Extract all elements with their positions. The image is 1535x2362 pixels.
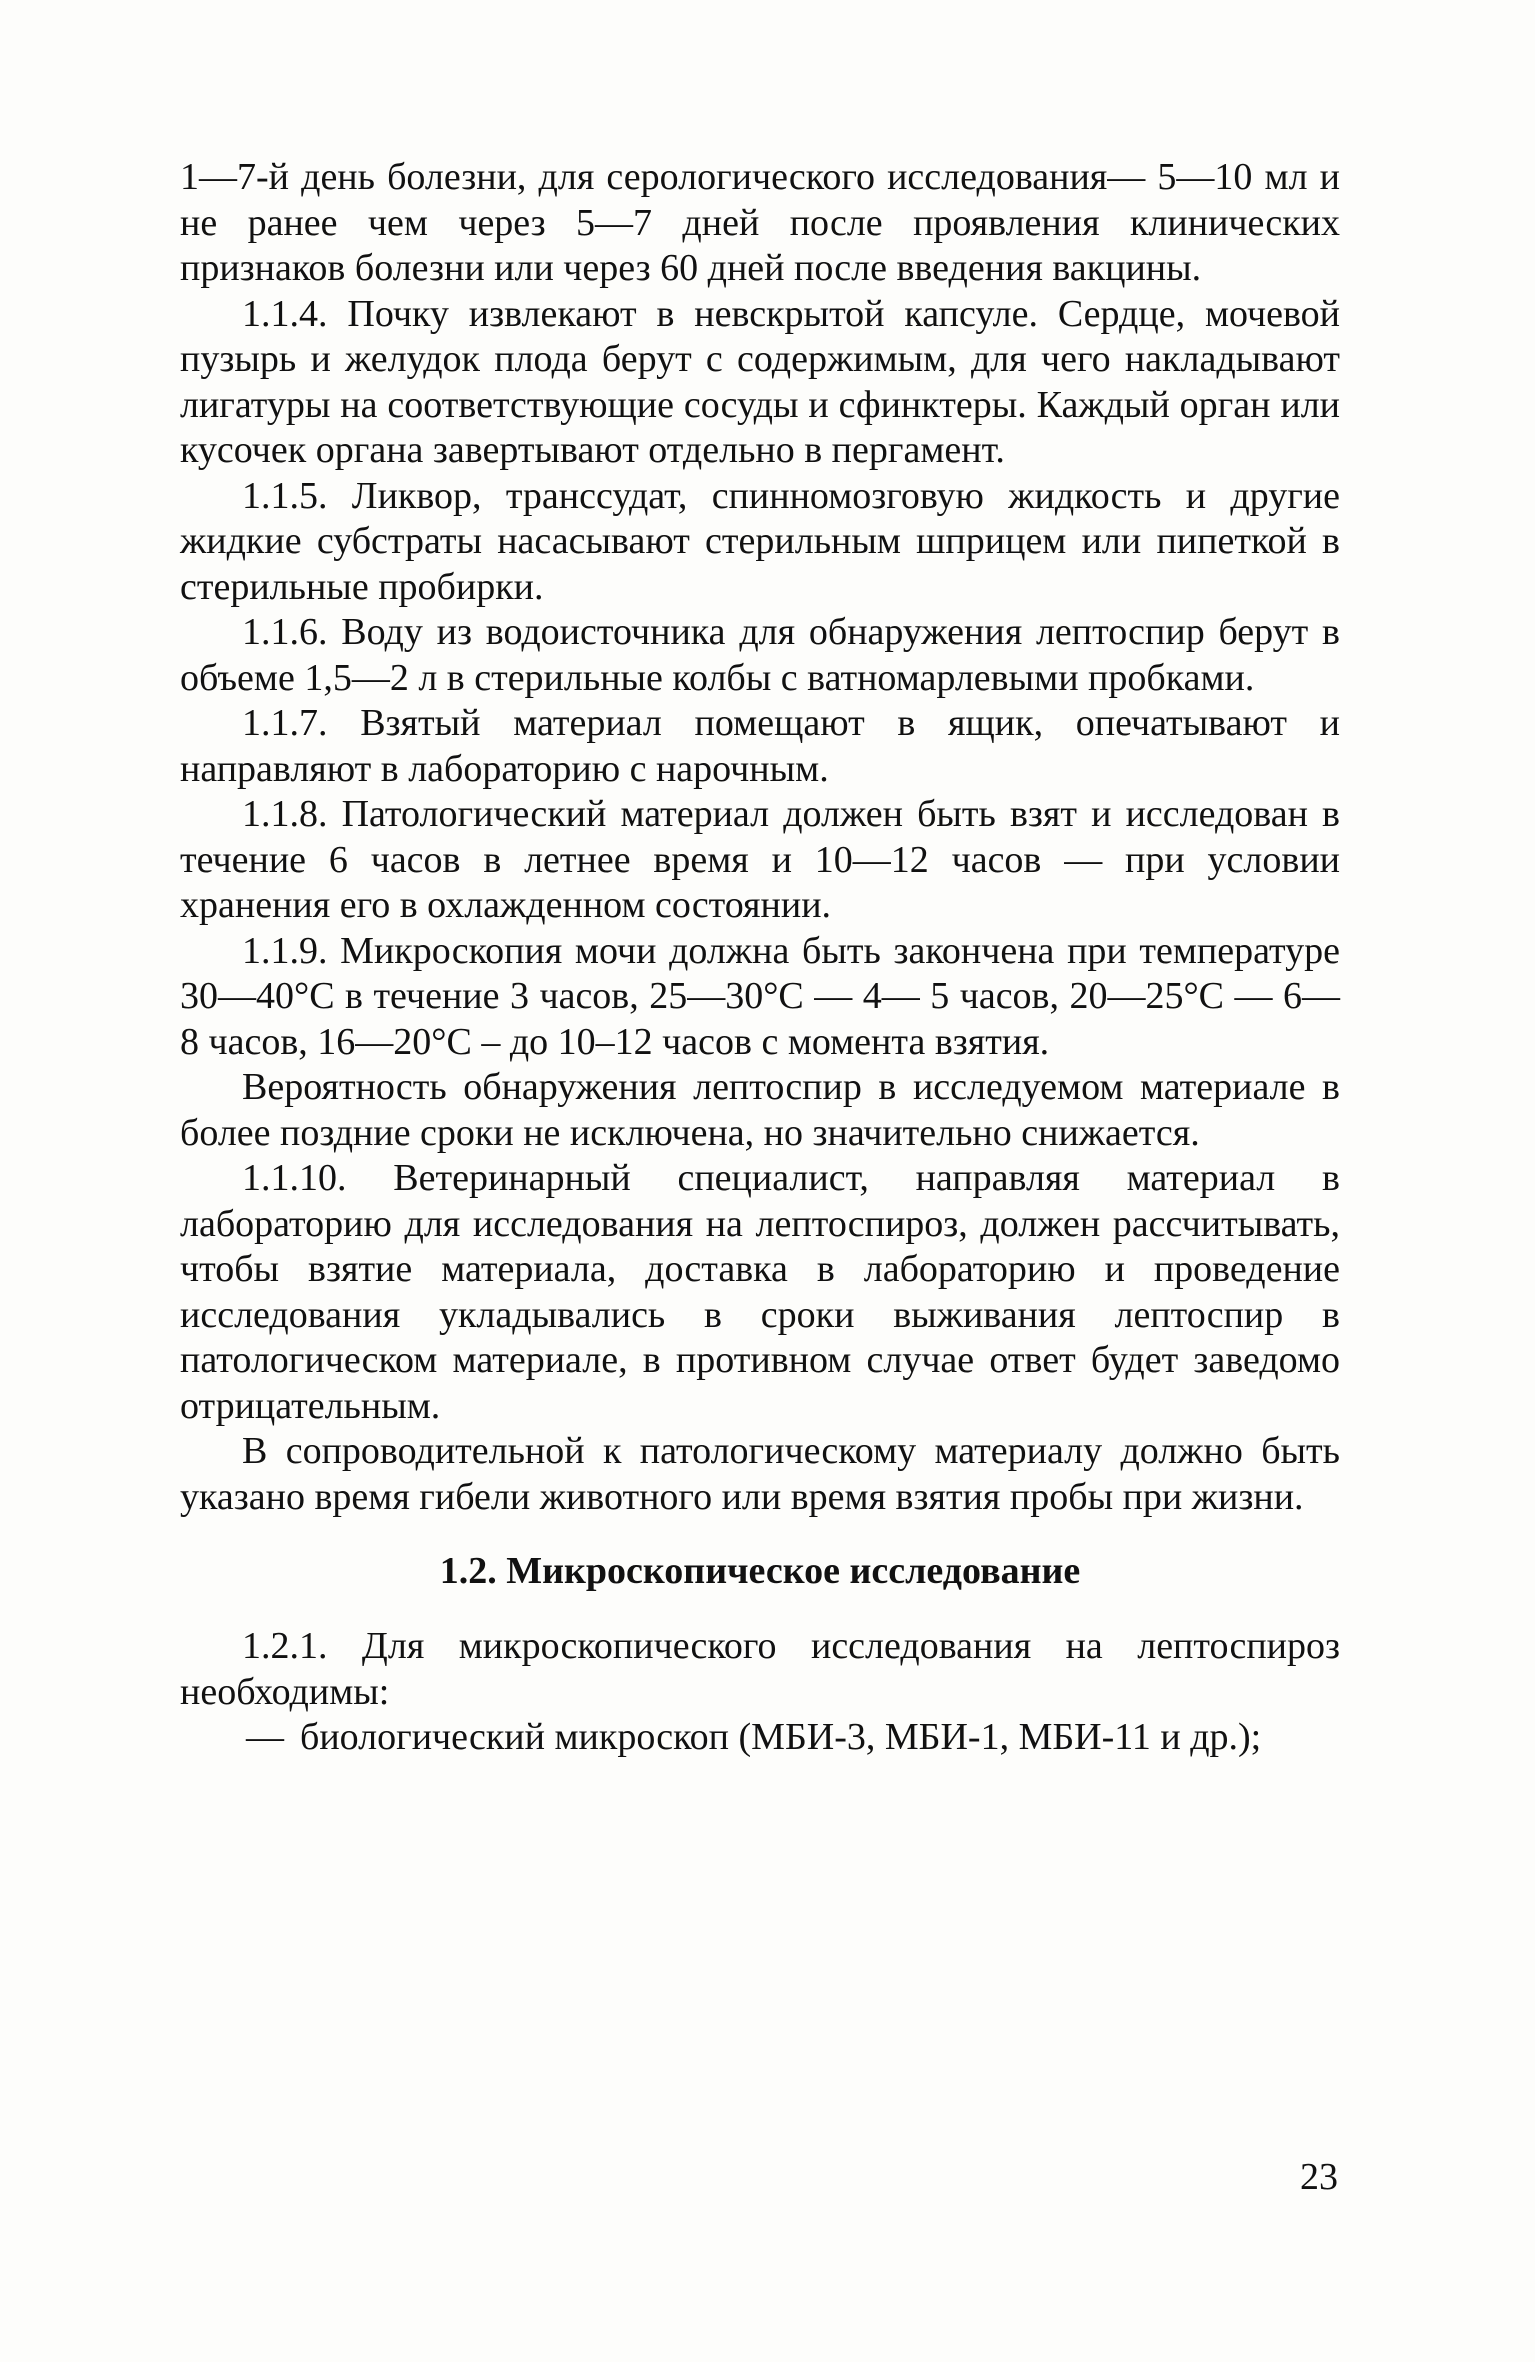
list-dash: — [246, 1716, 284, 1758]
list-item-text: биологический микроскоп (МБИ-3, МБИ-1, МБИ-11 и др.); [300, 1716, 1262, 1758]
paragraph-1-1-9: 1.1.9. Микроскопия мочи должна быть закончена при температуре 30—40°С в течение 3 часов, 25—30°С — 4— 5 часов, 20—25°С — 6—8 часов, 16—20°С – до 10–12 часов с момента взятия. [180, 929, 1340, 1063]
paragraph-1: 1—7-й день болезни, для серологического исследования— 5—10 мл и не ранее чем через 5—7 дней после проявления клинических признаков болезни или через 60 дней после введения вакцины. [180, 156, 1340, 289]
paragraph-1-1-5: 1.1.5. Ликвор, транссудат, спинномозговую жидкость и другие жидкие субстраты насасывают стерильным шприцем или пипеткой в стерильные пробирки. [180, 474, 1340, 608]
paragraph-1-1-10: 1.1.10. Ветеринарный специалист, направляя материал в лабораторию для исследования на лептоспироз, должен рассчитывать, чтобы взятие материала, доставка в лабораторию и проведение исследования укладывались в сроки выживания лептоспир в патологическом материале, в противном случае ответ будет заведомо отрицательным. [180, 1157, 1340, 1427]
paragraph-1-2-1: 1.2.1. Для микроскопического исследования на лептоспироз необходимы: [180, 1625, 1340, 1713]
paragraph-1-1-8: 1.1.8. Патологический материал должен быть взят и исследован в течение 6 часов в летнее время и 10—12 часов — при условии хранения его в охлажденном состоянии. [180, 793, 1340, 926]
section-heading: 1.2. Микроскопическое исследование [439, 1550, 1081, 1592]
document-body [180, 155, 1340, 1761]
page-number: 23 [1300, 2156, 1338, 2198]
paragraph-1-1-4: 1.1.4. Почку извлекают в невскрытой капсуле. Сердце, мочевой пузырь и желудок плода берут с содержимым, для чего накладывают лигатуры на соответствующие сосуды и сфинктеры. Каждый орган или кусочек органа завертывают отдельно в пергамент. [180, 292, 1340, 471]
list-item [180, 1715, 1340, 1761]
paragraph-probability: Вероятность обнаружения лептоспир в исследуемом материале в более поздние сроки не исключена, но значительно снижается. [180, 1066, 1340, 1154]
paragraph-1-1-6: 1.1.6. Воду из водоисточника для обнаружения лептоспир берут в объеме 1,5—2 л в стерильные колбы с ватномарлевыми пробками. [180, 611, 1340, 699]
paragraph-accompanying: В сопроводительной к патологическому материалу должно быть указано время гибели животного или время взятия пробы при жизни. [180, 1430, 1340, 1518]
paragraph-1-1-7: 1.1.7. Взятый материал помещают в ящик, опечатывают и направляют в лабораторию с нарочным. [180, 702, 1340, 790]
